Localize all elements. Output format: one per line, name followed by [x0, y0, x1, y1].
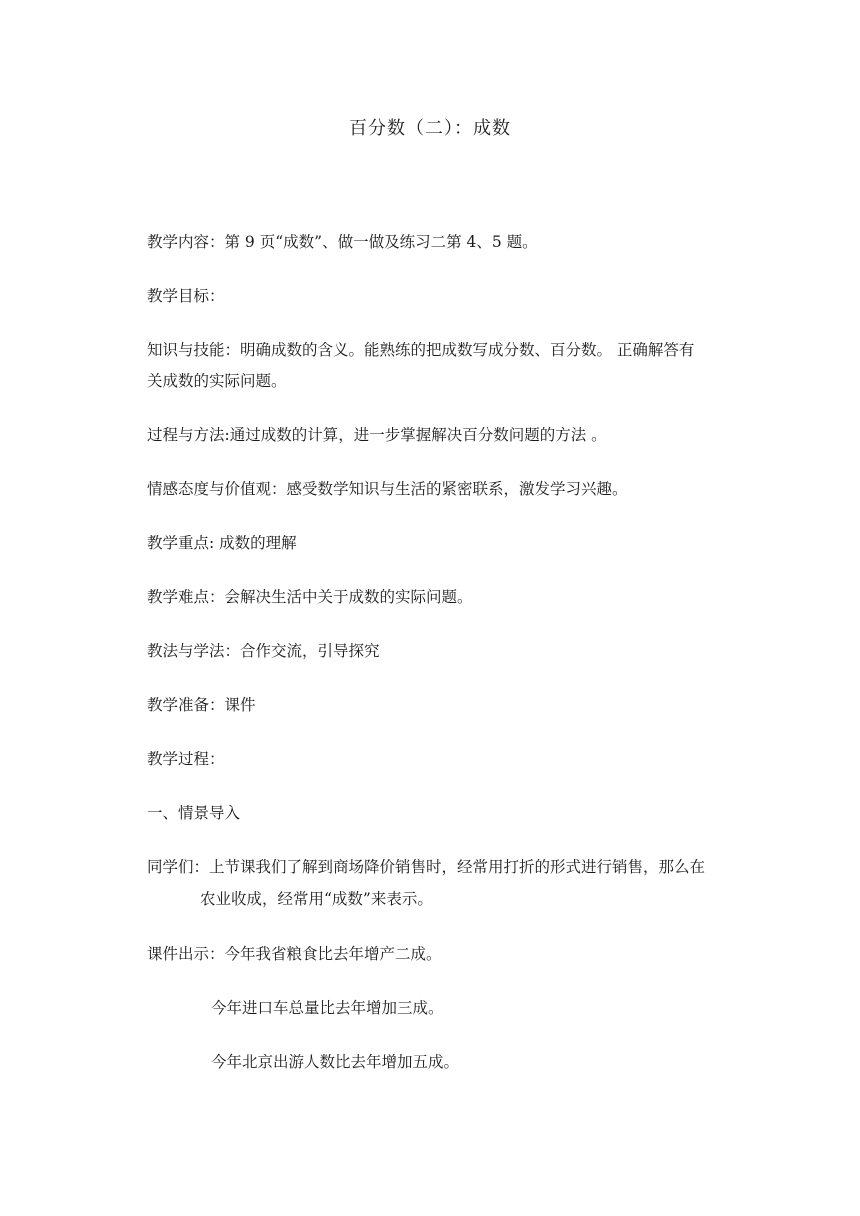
- page-title: 百分数（二）：成数: [349, 118, 511, 139]
- knowledge-skill-line: 知识与技能：明确成数的含义。能熟练的把成数写成分数、百分数。 正确解答有: [147, 341, 695, 359]
- teaching-process-heading: 教学过程：: [147, 750, 225, 768]
- courseware-line-1: 课件出示：今年我省粮食比去年增产二成。: [147, 945, 442, 963]
- intro-paragraph-line: 同学们：上节课我们了解到商场降价销售时，经常用打折的形式进行销售，那么在: [147, 858, 706, 876]
- courseware-line-3: 今年北京出游人数比去年增加五成。: [211, 1053, 460, 1071]
- teaching-focus-line: 教学重点: 成数的理解: [147, 534, 297, 552]
- section-one-heading: 一、情景导入: [147, 804, 241, 822]
- teaching-difficulty-line: 教学难点：会解决生活中关于成数的实际问题。: [147, 588, 473, 606]
- intro-paragraph-line-cont: 农业收成，经常用“成数”来表示。: [200, 890, 433, 908]
- teaching-method-line: 教法与学法：合作交流，引导探究: [147, 642, 380, 660]
- teaching-content-line: 教学内容：第 9 页“成数”、做一做及练习二第 4、5 题。: [147, 233, 538, 251]
- emotion-attitude-line: 情感态度与价值观：感受数学知识与生活的紧密联系，激发学习兴趣。: [147, 480, 628, 498]
- process-method-line: 过程与方法:通过成数的计算，进一步掌握解决百分数问题的方法 。: [147, 426, 607, 444]
- courseware-line-2: 今年进口车总量比去年增加三成。: [211, 999, 444, 1017]
- teaching-goals-heading: 教学目标：: [147, 287, 225, 305]
- teaching-prep-line: 教学准备：课件: [147, 696, 256, 714]
- knowledge-skill-line-cont: 关成数的实际问题。: [147, 372, 287, 390]
